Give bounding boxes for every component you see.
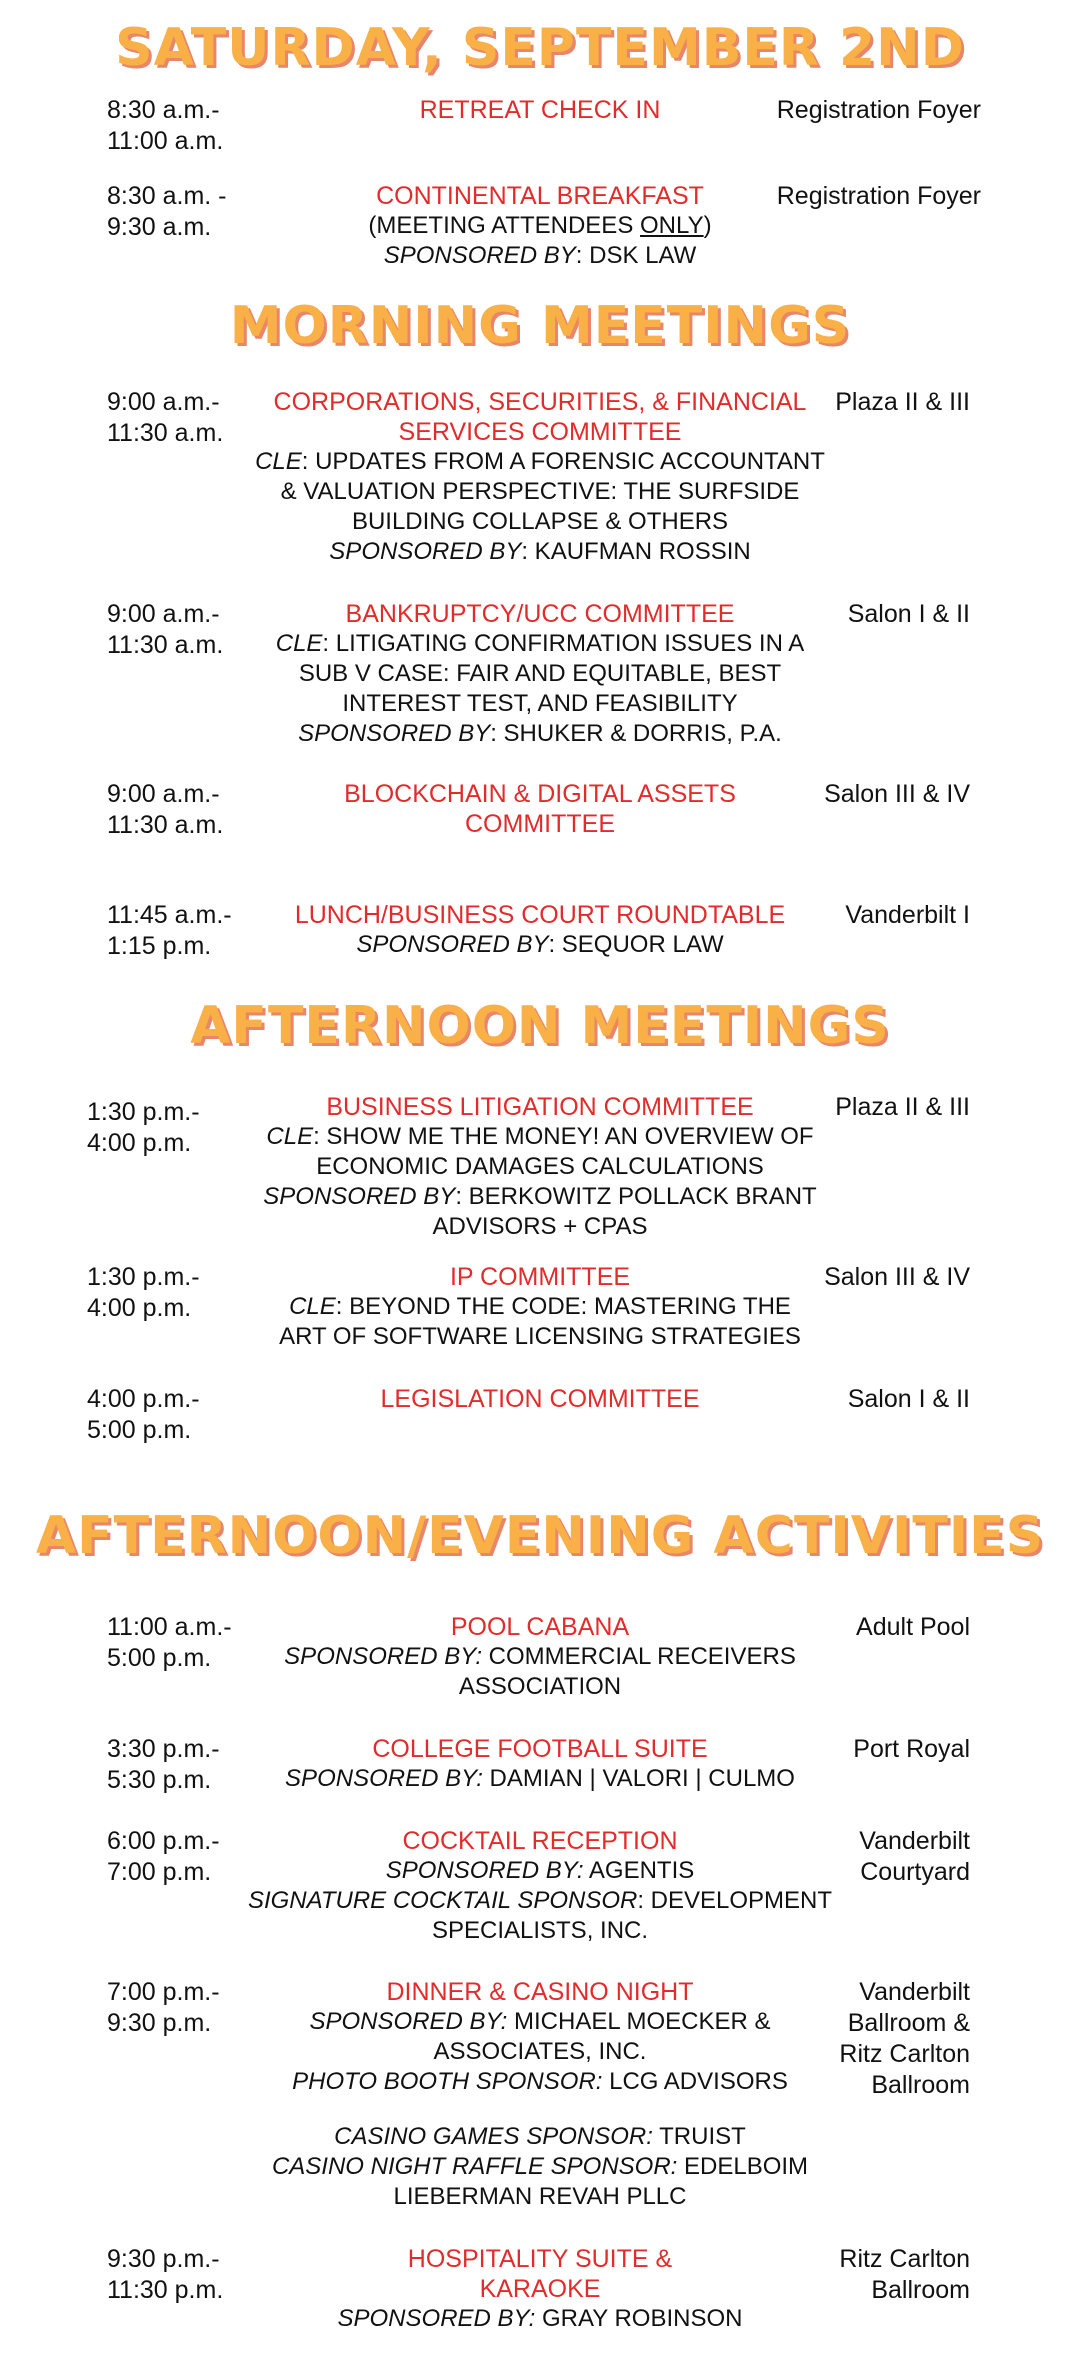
event-location: Adult Pool	[856, 1613, 970, 1641]
event-cle: CLE: UPDATES FROM A FORENSIC ACCOUNTANT & VALUATION PERSPECTIVE: THE SURFSIDE BUILDING COLLAPSE & OTHERS	[255, 448, 825, 535]
event-title: LEGISLATION COMMITTEE	[380, 1385, 700, 1413]
event-time: 7:00 p.m.- 9:30 p.m.	[107, 1978, 220, 2037]
event-time: 3:30 p.m.- 5:30 p.m.	[107, 1735, 220, 1794]
event-signature-sponsor: SIGNATURE COCKTAIL SPONSOR: DEVELOPMENT SPECIALISTS, INC.	[247, 1887, 833, 1944]
event-location: Plaza II & III	[835, 388, 970, 416]
event-title: BLOCKCHAIN & DIGITAL ASSETS COMMITTEE	[344, 780, 736, 838]
event-time: 8:30 a.m.- 11:00 a.m.	[107, 96, 224, 155]
event-title: LUNCH/BUSINESS COURT ROUNDTABLE	[294, 901, 786, 929]
event-sponsor: SPONSORED BY: COMMERCIAL RECEIVERS ASSOCIATION	[284, 1643, 796, 1700]
event-sponsor-line	[240, 2304, 840, 2334]
event-sponsor: SPONSORED BY: KAUFMAN ROSSIN	[329, 538, 751, 565]
event-sponsor: SPONSORED BY: DAMIAN | VALORI | CULMO	[285, 1765, 795, 1792]
event-time: 1:30 p.m.- 4:00 p.m.	[87, 1098, 200, 1157]
event-time: 6:00 p.m.- 7:00 p.m.	[107, 1827, 220, 1886]
event-time: 11:45 a.m.- 1:15 p.m.	[107, 901, 232, 960]
event-title: IP COMMITTEE	[449, 1263, 631, 1291]
event-cle: CLE: BEYOND THE CODE: MASTERING THE ART OF SOFTWARE LICENSING STRATEGIES	[279, 1293, 801, 1350]
event-sponsor: SPONSORED BY: SEQUOR LAW	[356, 931, 724, 958]
event-cle: CLE: LITIGATING CONFIRMATION ISSUES IN A SUB V CASE: FAIR AND EQUITABLE, BEST INTEREST TEST, AND FEASIBILITY	[275, 630, 805, 717]
event-details	[280, 1612, 800, 1702]
event-details	[260, 1092, 820, 1242]
event-details	[240, 181, 840, 271]
event-location: Salon I & II	[847, 600, 970, 628]
event-location: Salon III & IV	[824, 780, 970, 808]
event-time: 11:00 a.m.- 5:00 p.m.	[107, 1613, 232, 1672]
event-time: 9:30 p.m.- 11:30 p.m.	[107, 2245, 224, 2304]
event-time: 9:00 a.m.- 11:30 a.m.	[107, 388, 224, 447]
event-title: CONTINENTAL BREAKFAST	[376, 182, 704, 210]
event-location: Port Royal	[853, 1735, 970, 1763]
event-casino-games-sponsor: CASINO GAMES SPONSOR: TRUIST	[334, 2123, 746, 2150]
event-title: POOL CABANA	[450, 1613, 630, 1641]
event-time: 4:00 p.m.- 5:00 p.m.	[87, 1385, 200, 1444]
event-title: HOSPITALITY SUITE & KARAOKE	[407, 2245, 673, 2303]
event-location: Vanderbilt Courtyard	[859, 1827, 970, 1886]
event-location: Plaza II & III	[835, 1093, 970, 1121]
event-details	[270, 1977, 810, 2212]
event-photo-booth-sponsor: PHOTO BOOTH SPONSOR: LCG ADVISORS	[292, 2068, 788, 2095]
event-time: 9:00 a.m.- 11:30 a.m.	[107, 780, 224, 839]
event-cle: CLE: SHOW ME THE MONEY! AN OVERVIEW OF ECONOMIC DAMAGES CALCULATIONS	[266, 1123, 814, 1180]
event-title: COCKTAIL RECEPTION	[402, 1827, 678, 1855]
event-sponsor: SPONSORED BY: DSK LAW	[383, 242, 697, 269]
event-details	[270, 599, 810, 749]
event-details	[270, 1262, 810, 1352]
section-heading-afternoon: AFTERNOON MEETINGS	[190, 996, 890, 1056]
event-time: 9:00 a.m.- 11:30 a.m.	[107, 600, 224, 659]
event-title: DINNER & CASINO NIGHT	[386, 1978, 694, 2006]
event-sponsor: SPONSORED BY: SHUKER & DORRIS, P.A.	[298, 720, 782, 747]
event-details	[370, 2244, 710, 2304]
event-raffle-sponsor: CASINO NIGHT RAFFLE SPONSOR: EDELBOIM LIEBERMAN REVAH PLLC	[271, 2153, 809, 2210]
event-details	[310, 779, 770, 839]
event-location: Registration Foyer	[776, 96, 981, 124]
event-location: Ritz Carlton Ballroom	[839, 2245, 970, 2304]
event-title: CORPORATIONS, SECURITIES, & FINANCIAL SERVICES COMMITTEE	[273, 388, 807, 446]
event-title: BANKRUPTCY/UCC COMMITTEE	[345, 600, 735, 628]
section-heading-morning: MORNING MEETINGS	[229, 296, 851, 356]
event-sponsor: SPONSORED BY: MICHAEL MOECKER & ASSOCIATES, INC.	[309, 2008, 771, 2065]
event-time: 8:30 a.m. - 9:30 a.m.	[107, 182, 227, 241]
event-title: BUSINESS LITIGATION COMMITTEE	[326, 1093, 754, 1121]
event-title: COLLEGE FOOTBALL SUITE	[372, 1735, 708, 1763]
event-sponsor: SPONSORED BY: GRAY ROBINSON	[337, 2305, 743, 2332]
event-note: (MEETING ATTENDEES ONLY)	[368, 212, 712, 239]
event-location: Salon I & II	[847, 1385, 970, 1413]
event-location: Vanderbilt I	[845, 901, 970, 929]
section-heading-saturday: SATURDAY, SEPTEMBER 2ND	[115, 18, 965, 78]
event-details	[240, 95, 840, 125]
event-location: Salon III & IV	[824, 1263, 970, 1291]
event-time: 1:30 p.m.- 4:00 p.m.	[87, 1263, 200, 1322]
event-location: Registration Foyer	[776, 182, 981, 210]
event-sponsor: SPONSORED BY: AGENTIS	[385, 1857, 695, 1884]
event-sponsor: SPONSORED BY: BERKOWITZ POLLACK BRANT ADVISORS + CPAS	[263, 1183, 817, 1240]
event-title: RETREAT CHECK IN	[419, 96, 661, 124]
section-heading-evening: AFTERNOON/EVENING ACTIVITIES	[35, 1506, 1045, 1566]
event-location: Vanderbilt Ballroom & Ritz Carlton Ballroom	[839, 1978, 970, 2099]
